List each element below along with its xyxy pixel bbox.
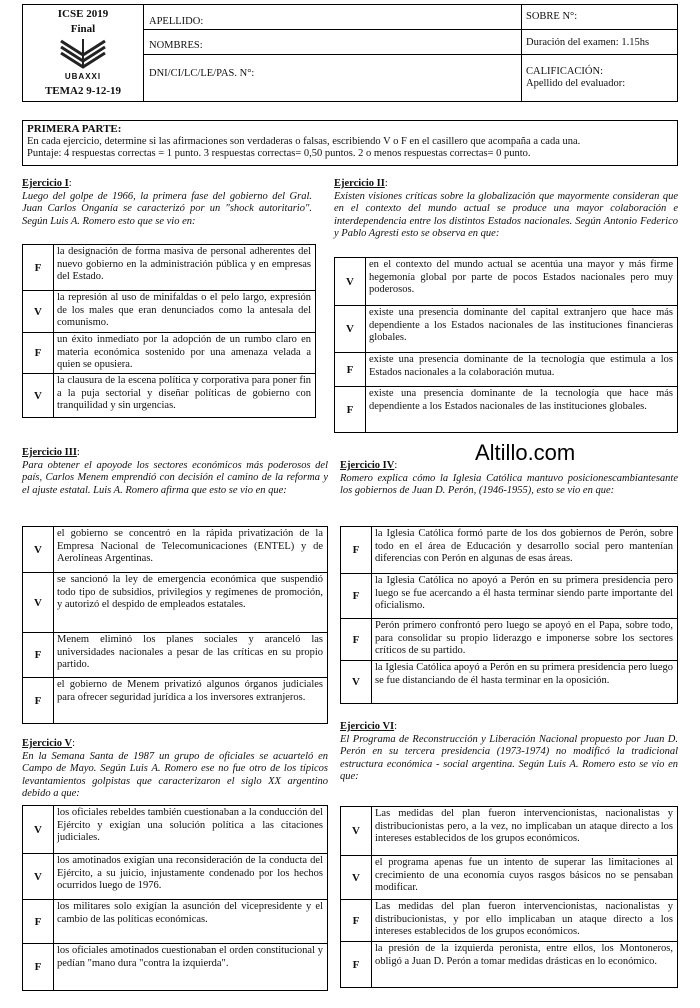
table-row [341, 660, 677, 703]
table-row [341, 855, 677, 899]
watermark-text: Altillo.com [475, 440, 576, 465]
answer-cell[interactable]: V [341, 856, 372, 899]
table-row [341, 527, 677, 573]
statement-text: el gobierno se concentró en la rápida privatización de la Empresa Nacional de Telecomunicaciones (ENTEL) y de Aerolíneas Argentinas. [57, 528, 323, 564]
table-row [23, 853, 327, 899]
tema-label: TEMA2 9-12-19 [44, 85, 122, 97]
statement-text: Las medidas del plan fueron intervencionistas, nacionalistas y distribucionistas pero, a la vez, no implicaban un ataque directo a los intereses establecidos de los grupos económicos. [375, 808, 673, 844]
exercise-5-header: Ejercicio V: En la Semana Santa de 1987 un grupo de oficiales se acuarteló en Campo de Mayo. Según Luis A. Romero ese no fue otro de los típicos levantamientos golpistas que caracterizaron el siglo XX argentino debido a que: [22, 738, 328, 799]
statement-text: la Iglesia Católica formó parte de los dos gobiernos de Perón, sobre todo en el área de Educación y desarrollo social pero mantenían diferencias con Perón en algunas de esas áreas. [375, 528, 673, 564]
answer-cell[interactable]: V [341, 807, 372, 855]
course-label: ICSE 2019 [57, 8, 109, 20]
statement-text: el programa apenas fue un intento de superar las limitaciones al crecimiento de una economía cuyos rasgos básicos no se pensaban modificar. [375, 857, 673, 893]
statement-text: un éxito inmediato por la adopción de un rumbo claro en materia económica sostenido por una amenaza velada a quien se opusiera. [57, 334, 311, 370]
statement-text: Menem eliminó los planes sociales y aranceló las universidades nacionales a pesar de las críticas en su propio partido. [57, 634, 323, 670]
exercise-title: Ejercicio VI [340, 721, 395, 732]
exercise-3-header: Ejercicio III: Para obtener el apoyode los sectores económicos más poderosos del país, Carlos Menem emprendió con decisión el camino de la reforma y el ajuste estatal. Luis A. Romero afirma que esto se vio en que: [22, 447, 328, 496]
exercise-1-header: Ejercicio I: Luego del golpe de 1966, la primera fase del gobierno del Gral. Juan Carlos Onganía se caracterizó por un "shock autoritario". Según Luis A. Romero esto que se vio en: [22, 178, 312, 227]
exercise-4-header: Ejercicio IV: Romero explica cómo la Iglesia Católica mantuvo posicionescambiantesante los gobiernos de Juan D. Perón, (1946-1955), esto se vio en que: [340, 460, 678, 496]
answer-cell[interactable]: V [23, 527, 54, 572]
statement-text: los oficiales amotinados cuestionaban el orden constitucional y pedían "mano dura "contra la izquierda". [57, 945, 323, 969]
instructions-line: En cada ejercicio, determine si las afirmaciones son verdaderas o falsas, escribiendo V o F en el casillero que acompaña a cada una. [27, 135, 581, 147]
section-title: PRIMERA PARTE: [27, 123, 122, 135]
answer-cell[interactable]: V [335, 258, 366, 305]
exercise-6-table [340, 806, 678, 988]
calificacion-field[interactable]: CALIFICACIÓN: [526, 66, 604, 77]
table-row [23, 527, 327, 572]
answer-cell[interactable]: F [335, 353, 366, 386]
table-row [23, 943, 327, 990]
answer-cell[interactable]: F [23, 633, 54, 677]
statement-text: la designación de forma masiva de personal adherentes del nuevo gobierno en la administración pública y en empresas del Estado. [57, 246, 311, 282]
statement-text: la clausura de la escena política y corporativa para poner fin a la puja sectorial y diseñar políticas de gobierno con tranquilidad y sin urgencias. [57, 375, 311, 411]
exercise-4-table [340, 526, 678, 704]
exercise-prompt: Para obtener el apoyode los sectores económicos más poderosos del país, Carlos Menem emprendió con decisión el camino de la reforma y el ajuste estatal. Luis A. Romero afirma que esto se vio en que: [22, 459, 328, 496]
statement-text: la Iglesia Católica no apoyó a Perón en su primera presidencia pero luego se fue acercando a él hasta terminar siendo parte importante del oficialismo. [375, 575, 673, 611]
exercise-prompt: Luego del golpe de 1966, la primera fase del gobierno del Gral. Juan Carlos Onganía se caracterizó por un "shock autoritario". Según Luis A. Romero esto que se vio en: [22, 190, 312, 227]
instructions-box [22, 120, 678, 166]
answer-cell[interactable]: F [23, 678, 54, 723]
sobre-field[interactable]: SOBRE N°: [526, 11, 578, 22]
answer-cell[interactable]: F [23, 333, 54, 373]
exercise-prompt: El Programa de Reconstrucción y Liberación Nacional propuesto por Juan D. Perón en su tercera presidencia (1973-1974) no modificó la tradicional estructura económica - social argentina. Según Luis A. Romero esto se vio en que: [340, 733, 678, 782]
table-row [23, 332, 315, 373]
answer-cell[interactable]: V [23, 291, 54, 332]
exercise-2-table [334, 257, 678, 433]
statement-text: la represión al uso de minifaldas o el pelo largo, expresión de los males que eran denunciados como la antesala del comunismo. [57, 292, 311, 328]
table-row [341, 573, 677, 618]
duracion-label: Duración del examen: 1.15hs [526, 37, 650, 48]
table-row [341, 899, 677, 941]
dni-field[interactable]: DNI/CI/LC/LE/PAS. N°: [149, 68, 255, 79]
answer-cell[interactable]: F [341, 574, 372, 618]
exercise-2-header: Ejercicio II: Existen visiones críticas sobre la globalización que mayormente consideran que en el contexto del mundo actual se produce una mayor colaboración e interdependencia entre los distintos Estados nacionales. Según Antonio Federico y Pablo Agresti esto se observa en que: [334, 178, 678, 239]
answer-cell[interactable]: F [341, 942, 372, 987]
statement-text: los militares solo exigían la asunción del vicepresidente y el cambio de las políticas económicas. [57, 901, 323, 925]
statement-text: existe una presencia dominante de la tecnología que estimula a los Estados nacionales a la colaboración mutua. [369, 354, 673, 378]
answer-cell[interactable]: V [23, 374, 54, 417]
table-row [335, 258, 677, 305]
answer-cell[interactable]: F [23, 944, 54, 990]
exercise-5-table [22, 805, 328, 991]
statement-text: la presión de la izquierda peronista, entre ellos, los Montoneros, obligó a Juan D. Perón a tomar medidas drásticas en lo económico. [375, 943, 673, 967]
statement-text: la Iglesia Católica apoyó a Perón en su primera presidencia pero luego se fue distanciando de él hasta terminar en la oposición. [375, 662, 673, 686]
answer-cell[interactable]: V [341, 661, 372, 703]
statement-text: se sancionó la ley de emergencia económica que suspendió todo tipo de subsidios, privilegios y regímenes de promoción, y autorizó el despido de empleados estatales. [57, 574, 323, 610]
exam-label: Final [70, 23, 96, 35]
table-row [341, 941, 677, 987]
exercise-prompt: Romero explica cómo la Iglesia Católica mantuvo posicionescambiantesante los gobiernos de Juan D. Perón, (1946-1955), esto se vio en que: [340, 472, 678, 496]
table-row [23, 899, 327, 943]
exercise-3-table [22, 526, 328, 724]
table-row [341, 807, 677, 855]
table-row [23, 572, 327, 632]
statement-text: existe una presencia dominante de la tecnología que hace más dependiente a los Estados nacionales de las instituciones globales. [369, 388, 673, 412]
statement-text: en el contexto del mundo actual se acentúa una mayor y más firme hegemonía global por parte de pocos Estados nacionales pero muy poderosos. [369, 259, 673, 295]
table-row [335, 352, 677, 386]
statement-text: el gobierno de Menem privatizó algunos órganos judiciales para ofrecer seguridad jurídica a los inversores extranjeros. [57, 679, 323, 703]
exercise-prompt: Existen visiones críticas sobre la globalización que mayormente consideran que en el contexto del mundo actual se produce una mayor colaboración e interdependencia entre los distintos Estados nacionales. Según Antonio Federico y Pablo Agresti esto se observa en que: [334, 190, 678, 239]
evaluador-field[interactable]: Apellido del evaluador: [526, 78, 626, 89]
statement-text: Las medidas del plan fueron intervencionistas, nacionalistas y distribucionistas, y por ello implicaban un ataque directo a los intereses establecidos de los grupos económicos. [375, 901, 673, 937]
nombres-field[interactable]: NOMBRES: [149, 40, 203, 51]
answer-cell[interactable]: F [23, 900, 54, 943]
answer-cell[interactable]: F [341, 619, 372, 660]
exercise-prompt: En la Semana Santa de 1987 un grupo de oficiales se acuarteló en Campo de Mayo. Según Luis A. Romero ese no fue otro de los típicos levantamientos golpistas que caracterizaron el siglo XX argentino debido a que: [22, 750, 328, 799]
answer-cell[interactable]: F [23, 245, 54, 290]
logo-text: UBAXXI [64, 72, 102, 81]
statement-text: existe una presencia dominante del capital extranjero que hace más dependiente a los Estados nacionales de las instituciones financieras globales. [369, 307, 673, 343]
exercise-title: Ejercicio IV [340, 460, 395, 471]
exam-header [22, 4, 678, 102]
answer-cell[interactable]: F [335, 387, 366, 432]
table-row [23, 632, 327, 677]
table-row [341, 618, 677, 660]
table-row [23, 245, 315, 290]
exercise-title: Ejercicio I [22, 178, 69, 189]
table-row [23, 677, 327, 723]
table-row [335, 305, 677, 352]
table-row [335, 386, 677, 432]
answer-cell[interactable]: V [23, 806, 54, 853]
table-row [23, 290, 315, 332]
table-row [23, 373, 315, 417]
scoring-line: Puntaje: 4 respuestas correctas = 1 punto. 3 respuestas correctas= 0,50 puntos. 2 o menos respuestas correctas= 0 punto. [27, 148, 531, 159]
apellido-field[interactable]: APELLIDO: [149, 16, 204, 27]
exercise-title: Ejercicio III [22, 447, 77, 458]
statement-text: los amotinados exigían una reconsideración de la conducta del Ejército, a su juicio, injustamente condenado por los hechos ocurridos luego de 1976. [57, 855, 323, 891]
statement-text: los oficiales rebeldes también cuestionaban a la conducción del Ejército y exigían una solución política a las citaciones judiciales. [57, 807, 323, 843]
statement-text: Perón primero confrontó pero luego se apoyó en el Papa, sobre todo, para consolidar su propio liderazgo e imponerse sobre los sectores críticos de su partido. [375, 620, 673, 656]
answer-cell[interactable]: F [341, 900, 372, 941]
exercise-title: Ejercicio V [22, 738, 73, 749]
ubaxxi-logo-icon [55, 37, 111, 69]
answer-cell[interactable]: V [23, 854, 54, 899]
exercise-1-table [22, 244, 316, 418]
exercise-title: Ejercicio II [334, 178, 385, 189]
answer-cell[interactable]: V [335, 306, 366, 352]
exercise-6-header: Ejercicio VI: El Programa de Reconstrucción y Liberación Nacional propuesto por Juan D. Perón en su tercera presidencia (1973-1974) no modificó la tradicional estructura económica - social argentina. Según Luis A. Romero esto se vio en que: [340, 721, 678, 782]
answer-cell[interactable]: F [341, 527, 372, 573]
logo-cell [23, 5, 143, 101]
table-row [23, 806, 327, 853]
answer-cell[interactable]: V [23, 573, 54, 632]
